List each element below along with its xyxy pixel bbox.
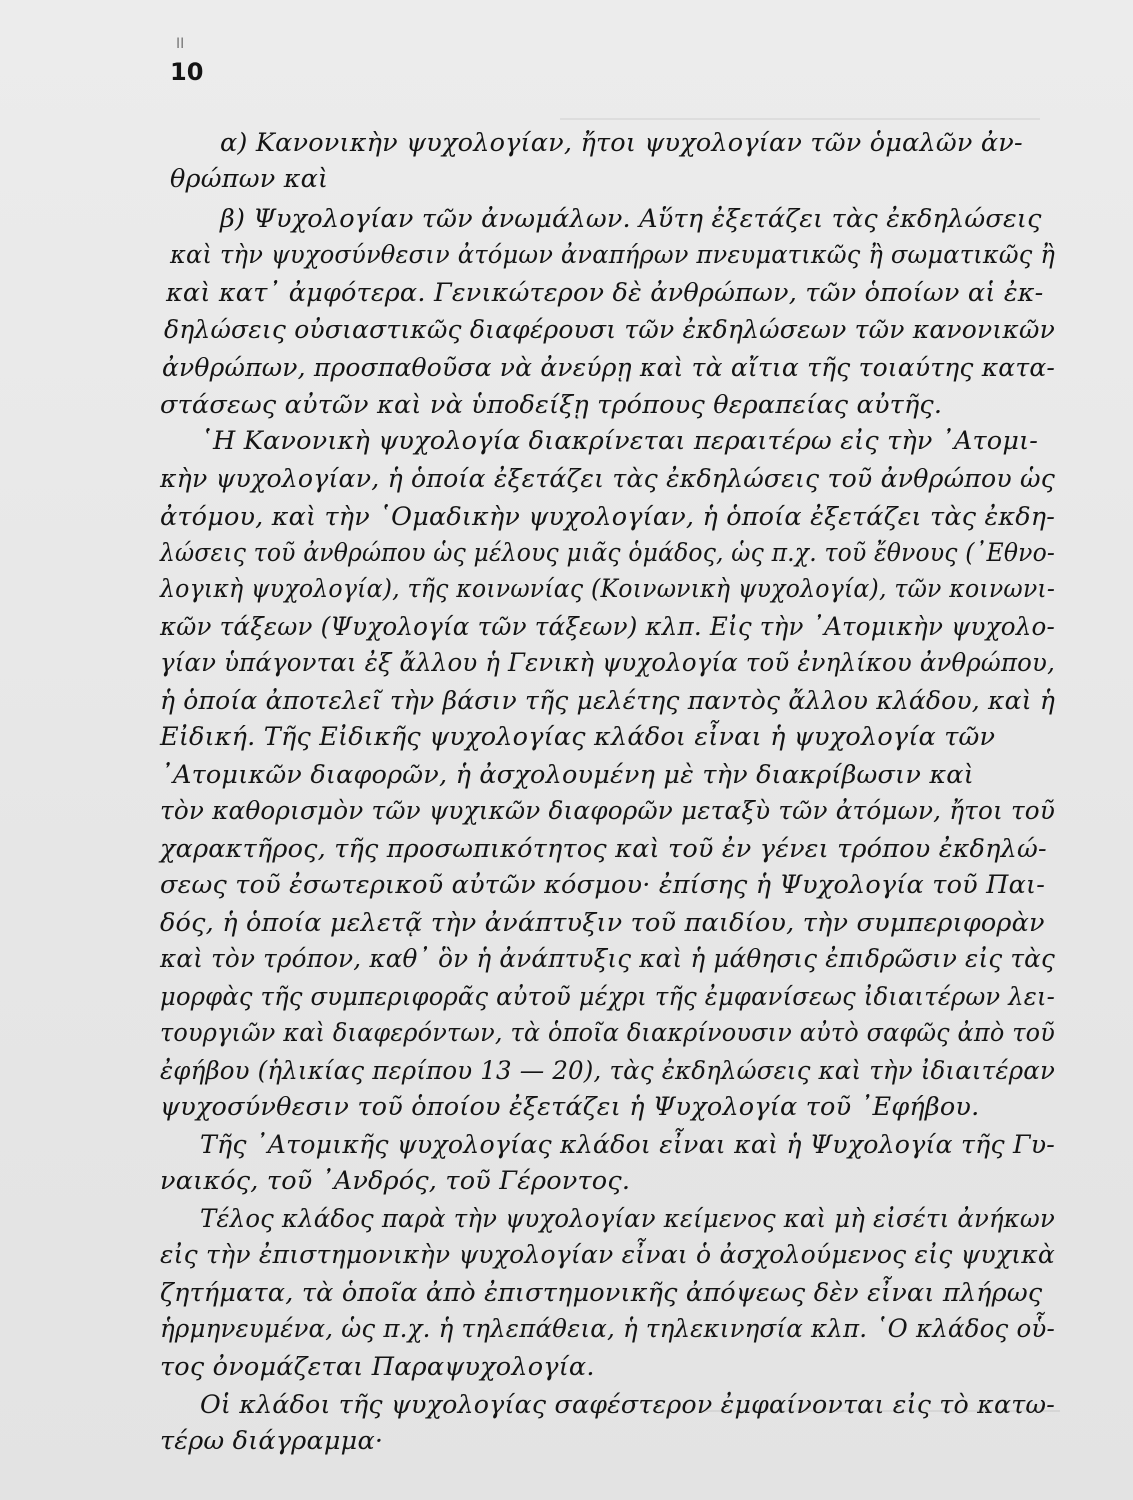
- text-line: σεως τοῦ ἐσωτερικοῦ αὐτῶν κόσμου· ἐπίσης ἡ Ψυχολογία τοῦ Παι-: [160, 870, 1046, 900]
- text-line: λώσεις τοῦ ἀνθρώπου ὡς μέλους μιᾶς ὁμάδος, ὡς π.χ. τοῦ ἔθνους (᾿Εθνο-: [160, 538, 1056, 568]
- text-line: Οἱ κλάδοι τῆς ψυχολογίας σαφέστερον ἐμφαίνονται εἰς τὸ κατω-: [200, 1390, 1055, 1420]
- text-line: καὶ τὴν ψυχοσύνθεσιν ἀτόμων ἀναπήρων πνευματικῶς ἢ σωματικῶς ἢ: [170, 240, 1056, 270]
- text-line: ναικός, τοῦ ᾿Ανδρός, τοῦ Γέροντος.: [160, 1166, 631, 1196]
- text-line: ἐφήβου (ἡλικίας περίπου 13 — 20), τὰς ἐκδηλώσεις καὶ τὴν ἰδιαιτέραν: [160, 1056, 1055, 1086]
- text-line: δός, ἡ ὁποία μελετᾷ τὴν ἀνάπτυξιν τοῦ παιδίου, τὴν συμπεριφορὰν: [160, 908, 1045, 938]
- text-line: Τέλος κλάδος παρὰ τὴν ψυχολογίαν κείμενος καὶ μὴ εἰσέτι ἀνήκων: [200, 1204, 1055, 1234]
- bleed-through-texture: [560, 118, 1040, 120]
- page-number: 10: [170, 58, 204, 86]
- text-line: ζητήματα, τὰ ὁποῖα ἀπὸ ἐπιστημονικῆς ἀπόψεως δὲν εἶναι πλήρως: [160, 1278, 1043, 1308]
- text-line: ῾Η Κανονικὴ ψυχολογία διακρίνεται περαιτέρω εἰς τὴν ᾿Ατομι-: [200, 426, 1039, 456]
- text-line: εἰς τὴν ἐπιστημονικὴν ψυχολογίαν εἶναι ὁ ἀσχολούμενος εἰς ψυχικὰ: [160, 1240, 1056, 1270]
- text-line: τέρω διάγραμμα·: [160, 1426, 384, 1456]
- text-line: κῶν τάξεων (Ψυχολογία τῶν τάξεων) κλπ. Εἰς τὴν ᾿Ατομικὴν ψυχολο-: [160, 612, 1055, 642]
- text-line: Εἰδική. Τῆς Εἰδικῆς ψυχολογίας κλάδοι εἶναι ἡ ψυχολογία τῶν: [160, 722, 996, 752]
- text-line: β) Ψυχολογίαν τῶν ἀνωμάλων. Αὕτη ἐξετάζει τὰς ἐκδηλώσεις: [220, 204, 1042, 234]
- text-line: ἀνθρώπων, προσπαθοῦσα νὰ ἀνεύρῃ καὶ τὰ αἴτια τῆς τοιαύτης κατα-: [162, 353, 1056, 383]
- text-line: ἡ ὁποία ἀποτελεῖ τὴν βάσιν τῆς μελέτης παντὸς ἄλλου κλάδου, καὶ ἡ: [160, 686, 1055, 716]
- text-line: ψυχοσύνθεσιν τοῦ ὁποίου ἐξετάζει ἡ Ψυχολογία τοῦ ᾿Εφήβου.: [160, 1092, 980, 1122]
- text-line: χαρακτῆρος, τῆς προσωπικότητος καὶ τοῦ ἐν γένει τρόπου ἐκδηλώ-: [160, 834, 1047, 864]
- text-line: θρώπων καὶ: [170, 164, 329, 194]
- text-line: δηλώσεις οὐσιαστικῶς διαφέρουσι τῶν ἐκδηλώσεων τῶν κανονικῶν: [164, 315, 1055, 345]
- text-line: Τῆς ᾿Ατομικῆς ψυχολογίας κλάδοι εἶναι καὶ ἡ Ψυχολογία τῆς Γυ-: [200, 1130, 1055, 1160]
- text-line: μορφὰς τῆς συμπεριφορᾶς αὐτοῦ μέχρι τῆς ἐμφανίσεως ἰδιαιτέρων λει-: [160, 982, 1056, 1012]
- text-line: ᾿Ατομικῶν διαφορῶν, ἡ ἀσχολουμένη μὲ τὴν διακρίβωσιν καὶ: [160, 760, 974, 790]
- text-line: τουργιῶν καὶ διαφερόντων, τὰ ὁποῖα διακρίνουσιν αὐτὸ σαφῶς ἀπὸ τοῦ: [160, 1018, 1055, 1048]
- text-line: ἀτόμου, καὶ τὴν ῾Ομαδικὴν ψυχολογίαν, ἡ ὁποία ἐξετάζει τὰς ἐκδη-: [160, 502, 1056, 532]
- text-line: τὸν καθορισμὸν τῶν ψυχικῶν διαφορῶν μεταξὺ τῶν ἀτόμων, ἤτοι τοῦ: [160, 796, 1056, 826]
- text-line: κὴν ψυχολογίαν, ἡ ὁποία ἐξετάζει τὰς ἐκδηλώσεις τοῦ ἀνθρώπου ὡς: [160, 464, 1056, 494]
- text-line: καὶ τὸν τρόπον, καθ᾿ ὃν ἡ ἀνάπτυξις καὶ ἡ μάθησις ἐπιδρῶσιν εἰς τὰς: [160, 944, 1056, 974]
- text-line: γίαν ὑπάγονται ἐξ ἄλλου ἡ Γενικὴ ψυχολογία τοῦ ἐνηλίκου ἀνθρώπου,: [160, 648, 1056, 678]
- text-line: ἡρμηνευμένα, ὡς π.χ. ἡ τηλεπάθεια, ἡ τηλεκινησία κλπ. ῾Ο κλάδος οὗ-: [160, 1314, 1055, 1344]
- text-line: α) Κανονικὴν ψυχολογίαν, ἤτοι ψυχολογίαν τῶν ὁμαλῶν ἀν-: [220, 128, 1023, 158]
- top-margin-mark: ΙΙ: [176, 36, 185, 52]
- text-line: τος ὀνομάζεται Παραψυχολογία.: [160, 1352, 595, 1382]
- text-line: στάσεως αὐτῶν καὶ νὰ ὑποδείξῃ τρόπους θεραπείας αὐτῆς.: [160, 390, 943, 420]
- text-line: λογικὴ ψυχολογία), τῆς κοινωνίας (Κοινωνικὴ ψυχολογία), τῶν κοινωνι-: [160, 574, 1056, 604]
- text-line: καὶ κατ᾿ ἀμφότερα. Γενικώτερον δὲ ἀνθρώπων, τῶν ὁποίων αἱ ἐκ-: [166, 278, 1044, 308]
